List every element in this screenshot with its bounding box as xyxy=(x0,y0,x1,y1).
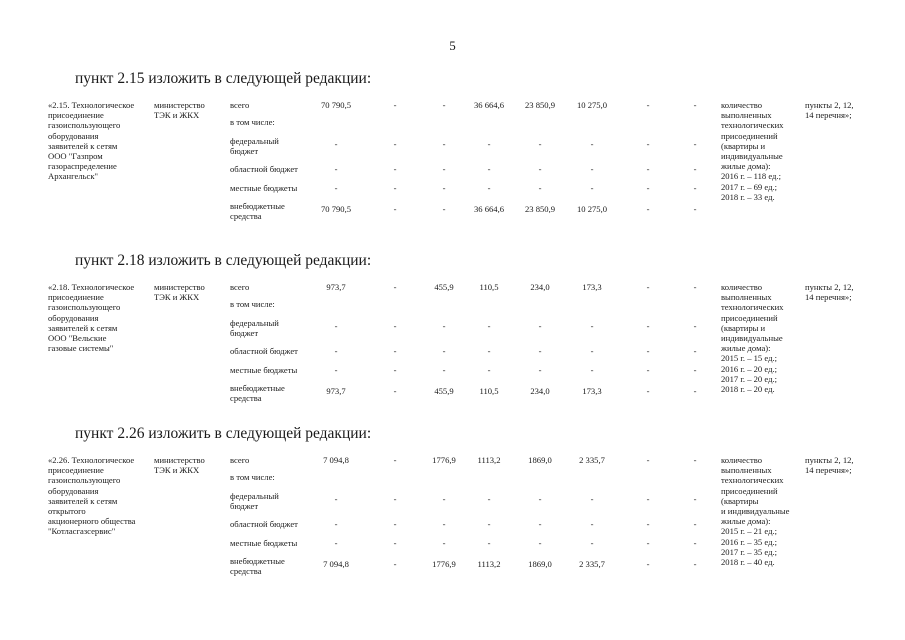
funding-source-label xyxy=(230,100,320,110)
funding-value: - xyxy=(646,365,650,375)
funding-value: - xyxy=(393,538,397,548)
text-line: министерство xyxy=(154,455,205,465)
funding-source-label xyxy=(230,472,320,482)
text-line: 2015 г. – 15 ед.; xyxy=(721,353,777,364)
funding-value: 110,5 xyxy=(479,386,499,396)
text-line: технологических xyxy=(721,120,784,131)
section-heading: пункт 2.18 изложить в следующей редакции: xyxy=(75,252,372,269)
funding-value: - xyxy=(393,346,397,356)
funding-value: 1869,0 xyxy=(528,559,552,569)
text-line: жилые дома): xyxy=(721,343,771,354)
funding-source-label xyxy=(230,346,320,356)
funding-value: - xyxy=(393,164,397,174)
text-line: бюджет xyxy=(230,328,259,339)
text-line: «2.26. Технологическое xyxy=(48,455,135,465)
funding-value: - xyxy=(442,346,446,356)
text-line: министерство xyxy=(154,100,205,110)
text-line: 2016 г. – 35 ед.; xyxy=(721,536,777,547)
funding-value: - xyxy=(590,519,594,529)
text-line: индивидуальные xyxy=(721,151,783,162)
text-line: оборудования xyxy=(48,485,99,496)
text-line: ООО "Газпром xyxy=(48,151,103,162)
event-name-cell xyxy=(48,282,153,353)
funding-value: - xyxy=(646,346,650,356)
funding-value: - xyxy=(334,346,338,356)
funding-value: - xyxy=(334,139,338,149)
text-line: 2017 г. – 20 ед.; xyxy=(721,373,777,384)
list-points-cell xyxy=(805,455,871,475)
funding-value: - xyxy=(334,365,338,375)
result-indicator-cell xyxy=(721,282,803,394)
text-line: Архангельск" xyxy=(48,171,99,182)
funding-value: - xyxy=(442,100,446,110)
funding-value: - xyxy=(334,164,338,174)
funding-value: - xyxy=(334,538,338,548)
funding-value: - xyxy=(693,455,697,465)
funding-value: - xyxy=(646,164,650,174)
text-line: федеральный xyxy=(230,491,279,501)
text-line: заявителей к сетям xyxy=(48,495,118,506)
funding-value: 1776,9 xyxy=(432,559,456,569)
funding-value: - xyxy=(693,204,697,214)
funding-value: 70 790,5 xyxy=(320,204,352,214)
funding-value: - xyxy=(393,100,397,110)
funding-value: - xyxy=(693,183,697,193)
text-line: всего xyxy=(230,100,250,110)
list-points-cell xyxy=(805,100,871,120)
text-line: 2017 г. – 35 ед.; xyxy=(721,546,777,557)
funding-value: - xyxy=(334,519,338,529)
text-line: индивидуальные xyxy=(721,333,783,344)
executor-cell xyxy=(154,455,224,475)
funding-value: - xyxy=(334,183,338,193)
text-line: технологических xyxy=(721,475,784,486)
funding-source-label xyxy=(230,164,320,174)
text-line: бюджет xyxy=(230,501,259,512)
funding-value: 1113,2 xyxy=(477,559,501,569)
funding-value: - xyxy=(538,139,542,149)
funding-value: - xyxy=(393,455,397,465)
event-name-cell xyxy=(48,100,153,182)
text-line: выполненных xyxy=(721,110,772,121)
text-line: местные бюджеты xyxy=(230,365,298,375)
funding-value: - xyxy=(393,494,397,504)
funding-value: - xyxy=(646,519,650,529)
text-line: пункты 2, 12, xyxy=(805,100,854,110)
funding-source-label xyxy=(230,491,320,511)
text-line: количество xyxy=(721,100,763,110)
funding-value: 234,0 xyxy=(530,282,550,292)
section-heading: пункт 2.26 изложить в следующей редакции: xyxy=(75,425,372,442)
text-line: всего xyxy=(230,455,250,465)
text-line: присоединений xyxy=(721,312,778,323)
funding-source-label xyxy=(230,455,320,465)
funding-value: - xyxy=(487,365,491,375)
text-line: присоединение xyxy=(48,292,104,303)
funding-value: - xyxy=(393,139,397,149)
funding-value: - xyxy=(538,164,542,174)
text-line: выполненных xyxy=(721,292,772,303)
funding-value: - xyxy=(693,282,697,292)
text-line: 2017 г. – 69 ед.; xyxy=(721,181,777,192)
funding-value: - xyxy=(538,183,542,193)
funding-value: - xyxy=(693,346,697,356)
funding-value: - xyxy=(442,204,446,214)
funding-value: - xyxy=(646,139,650,149)
text-line: присоединений xyxy=(721,130,778,141)
text-line: средства xyxy=(230,393,262,404)
funding-value: - xyxy=(693,538,697,548)
funding-value: 455,9 xyxy=(434,282,454,292)
funding-value: - xyxy=(693,365,697,375)
funding-value: - xyxy=(487,519,491,529)
text-line: в том числе: xyxy=(230,472,275,482)
funding-value: - xyxy=(646,100,650,110)
funding-value: - xyxy=(590,538,594,548)
result-indicator-cell xyxy=(721,100,803,202)
text-line: средства xyxy=(230,211,262,222)
funding-value: - xyxy=(646,455,650,465)
funding-value: 110,5 xyxy=(479,282,499,292)
funding-value: 7 094,8 xyxy=(323,559,349,569)
funding-value: 455,9 xyxy=(434,386,454,396)
funding-value: - xyxy=(442,519,446,529)
text-line: ООО "Вельские xyxy=(48,333,107,344)
funding-source-label xyxy=(230,538,320,548)
funding-source-label xyxy=(230,183,320,193)
funding-value: - xyxy=(693,519,697,529)
text-line: присоединение xyxy=(48,465,104,476)
funding-value: 36 664,6 xyxy=(473,100,505,110)
text-line: областной бюджет xyxy=(230,346,298,356)
text-line: заявителей к сетям xyxy=(48,322,118,333)
text-line: федеральный xyxy=(230,318,279,328)
funding-source-label xyxy=(230,299,320,309)
funding-value: 973,7 xyxy=(326,386,346,396)
funding-source-label xyxy=(230,556,320,576)
text-line: газоиспользующего xyxy=(48,302,121,313)
funding-value: - xyxy=(693,559,697,569)
text-line: бюджет xyxy=(230,146,259,157)
text-line: (квартиры и xyxy=(721,322,766,333)
text-line: 2015 г. – 21 ед.; xyxy=(721,526,777,537)
funding-value: - xyxy=(693,164,697,174)
text-line: присоединение xyxy=(48,110,104,121)
executor-cell xyxy=(154,282,224,302)
text-line: 14 перечня»; xyxy=(805,292,852,303)
text-line: "Котласгазсервис" xyxy=(48,526,116,537)
funding-value: - xyxy=(487,139,491,149)
funding-value: - xyxy=(442,321,446,331)
funding-value: - xyxy=(393,183,397,193)
funding-value: - xyxy=(538,519,542,529)
funding-value: - xyxy=(393,519,397,529)
funding-value: - xyxy=(393,282,397,292)
text-line: количество xyxy=(721,455,763,465)
text-line: технологических xyxy=(721,302,784,313)
funding-value: - xyxy=(646,559,650,569)
result-indicator-cell xyxy=(721,455,803,567)
funding-value: 2 335,7 xyxy=(579,455,605,465)
funding-value: 173,3 xyxy=(582,282,602,292)
funding-value: - xyxy=(590,164,594,174)
funding-value: - xyxy=(646,494,650,504)
funding-value: 23 850,9 xyxy=(524,204,556,214)
executor-cell xyxy=(154,100,224,120)
text-line: 2016 г. – 118 ед.; xyxy=(721,171,781,182)
text-line: внебюджетные xyxy=(230,383,285,393)
text-line: присоединений xyxy=(721,485,778,496)
text-line: в том числе: xyxy=(230,299,275,309)
funding-value: 173,3 xyxy=(582,386,602,396)
text-line: пункты 2, 12, xyxy=(805,455,854,465)
funding-value: - xyxy=(693,386,697,396)
funding-value: 973,7 xyxy=(326,282,346,292)
text-line: газораспределение xyxy=(48,161,117,172)
text-line: газоиспользующего xyxy=(48,120,121,131)
text-line: министерство xyxy=(154,282,205,292)
funding-value: - xyxy=(393,365,397,375)
text-line: федеральный xyxy=(230,136,279,146)
funding-value: - xyxy=(590,321,594,331)
funding-value: - xyxy=(590,183,594,193)
funding-value: - xyxy=(442,365,446,375)
funding-value: - xyxy=(393,386,397,396)
funding-value: 234,0 xyxy=(530,386,550,396)
funding-value: - xyxy=(393,321,397,331)
funding-source-label xyxy=(230,365,320,375)
funding-value: 10 275,0 xyxy=(576,100,608,110)
text-line: областной бюджет xyxy=(230,164,298,174)
funding-value: - xyxy=(487,183,491,193)
text-line: 14 перечня»; xyxy=(805,465,852,476)
text-line: областной бюджет xyxy=(230,519,298,529)
funding-value: 7 094,8 xyxy=(323,455,349,465)
text-line: (квартиры xyxy=(721,495,759,506)
funding-value: - xyxy=(487,321,491,331)
funding-value: - xyxy=(646,386,650,396)
funding-value: - xyxy=(693,100,697,110)
text-line: выполненных xyxy=(721,465,772,476)
text-line: всего xyxy=(230,282,250,292)
text-line: в том числе: xyxy=(230,117,275,127)
text-line: газоиспользующего xyxy=(48,475,121,486)
funding-value: - xyxy=(487,346,491,356)
text-line: ТЭК и ЖКХ xyxy=(154,110,200,121)
text-line: и индивидуальные xyxy=(721,506,790,517)
text-line: внебюджетные xyxy=(230,201,285,211)
funding-value: 36 664,6 xyxy=(473,204,505,214)
page-number: 5 xyxy=(449,38,456,53)
funding-source-label xyxy=(230,383,320,403)
funding-value: - xyxy=(590,139,594,149)
funding-value: - xyxy=(442,139,446,149)
funding-value: - xyxy=(334,321,338,331)
funding-source-label xyxy=(230,318,320,338)
funding-value: - xyxy=(487,164,491,174)
text-line: 2018 г. – 20 ед. xyxy=(721,384,775,395)
funding-value: - xyxy=(590,494,594,504)
text-line: средства xyxy=(230,566,262,577)
text-line: оборудования xyxy=(48,312,99,323)
funding-value: - xyxy=(442,494,446,504)
list-points-cell xyxy=(805,282,871,302)
funding-value: - xyxy=(487,538,491,548)
funding-value: 23 850,9 xyxy=(524,100,556,110)
funding-value: 2 335,7 xyxy=(579,559,605,569)
section-heading: пункт 2.15 изложить в следующей редакции: xyxy=(75,70,372,87)
funding-value: - xyxy=(590,346,594,356)
text-line: местные бюджеты xyxy=(230,183,298,193)
text-line: «2.18. Технологическое xyxy=(48,282,135,292)
funding-value: - xyxy=(334,494,338,504)
funding-source-label xyxy=(230,282,320,292)
text-line: 2016 г. – 20 ед.; xyxy=(721,363,777,374)
funding-source-label xyxy=(230,117,320,127)
funding-source-label xyxy=(230,201,320,221)
funding-value: - xyxy=(646,282,650,292)
funding-value: 1869,0 xyxy=(528,455,552,465)
text-line: ТЭК и ЖКХ xyxy=(154,465,200,476)
funding-source-label xyxy=(230,519,320,529)
text-line: ТЭК и ЖКХ xyxy=(154,292,200,303)
funding-value: - xyxy=(487,494,491,504)
text-line: оборудования xyxy=(48,130,99,141)
event-name-cell xyxy=(48,455,153,537)
text-line: количество xyxy=(721,282,763,292)
funding-value: - xyxy=(442,538,446,548)
text-line: жилые дома): xyxy=(721,161,771,172)
text-line: жилые дома): xyxy=(721,516,771,527)
funding-value: 70 790,5 xyxy=(320,100,352,110)
text-line: (квартиры и xyxy=(721,140,766,151)
funding-value: - xyxy=(538,538,542,548)
funding-value: - xyxy=(693,139,697,149)
funding-source-label xyxy=(230,136,320,156)
funding-value: - xyxy=(646,183,650,193)
text-line: 14 перечня»; xyxy=(805,110,852,121)
funding-value: 10 275,0 xyxy=(576,204,608,214)
funding-value: - xyxy=(442,183,446,193)
text-line: заявителей к сетям xyxy=(48,140,118,151)
text-line: открытого xyxy=(48,506,86,517)
funding-value: - xyxy=(442,164,446,174)
text-line: внебюджетные xyxy=(230,556,285,566)
funding-value: - xyxy=(646,204,650,214)
text-line: пункты 2, 12, xyxy=(805,282,854,292)
funding-value: 1776,9 xyxy=(432,455,456,465)
funding-value: - xyxy=(538,321,542,331)
funding-value: - xyxy=(693,494,697,504)
text-line: газовые системы" xyxy=(48,343,114,354)
funding-value: - xyxy=(393,559,397,569)
text-line: местные бюджеты xyxy=(230,538,298,548)
funding-value: 1113,2 xyxy=(477,455,501,465)
funding-value: - xyxy=(646,321,650,331)
funding-value: - xyxy=(393,204,397,214)
text-line: акционерного общества xyxy=(48,516,136,527)
funding-value: - xyxy=(538,365,542,375)
funding-value: - xyxy=(693,321,697,331)
funding-value: - xyxy=(538,346,542,356)
funding-value: - xyxy=(646,538,650,548)
funding-value: - xyxy=(538,494,542,504)
funding-value: - xyxy=(590,365,594,375)
text-line: 2018 г. – 40 ед. xyxy=(721,557,775,568)
text-line: «2.15. Технологическое xyxy=(48,100,135,110)
text-line: 2018 г. – 33 ед. xyxy=(721,191,775,202)
